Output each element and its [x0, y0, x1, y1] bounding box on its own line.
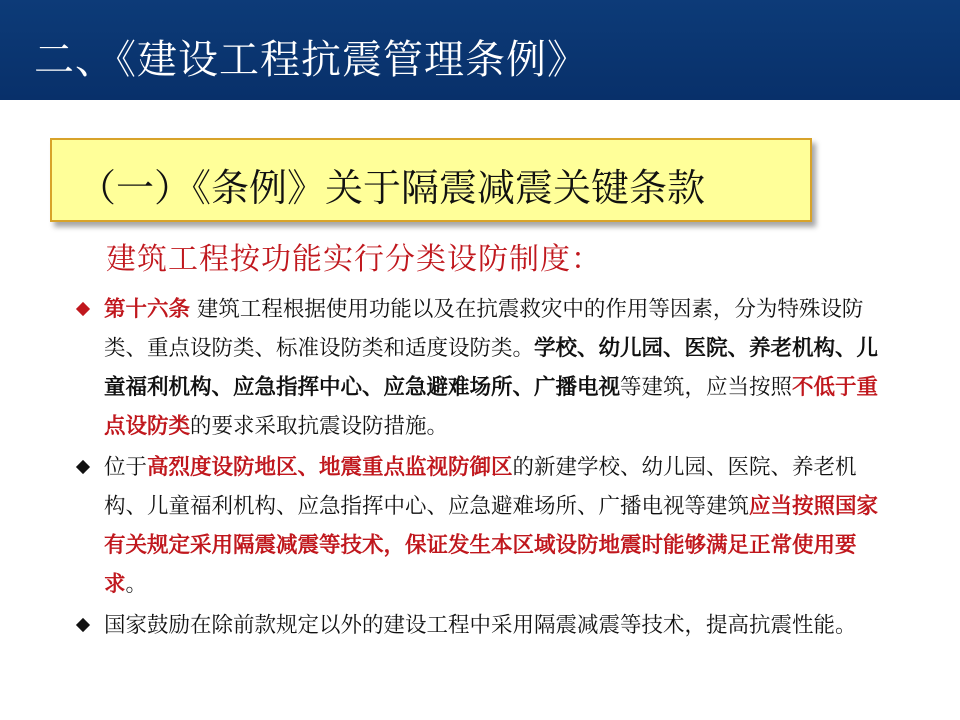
- bullet-text-segment: 国家鼓励在除前款规定以外的建设工程中采用隔震减震等技术，提高抗震性能。: [104, 613, 857, 638]
- subtitle-box: [50, 138, 812, 222]
- bullet-text-segment: 应当按照国家有关规定采用隔震减震等技术，保证发生本区域设防地震时能够满足正常使用要求: [104, 494, 879, 597]
- page-title: 二、《建设工程抗震管理条例》: [34, 37, 588, 83]
- bullet-text-segment: 不低于重点设防类: [104, 375, 879, 439]
- diamond-bullet-icon: [76, 460, 90, 474]
- bullet-item: [74, 290, 886, 446]
- section-heading: 建筑工程按功能实行分类设防制度：: [106, 242, 602, 277]
- bullet-text-segment: 高烈度设防地区、地震重点监视防御区: [147, 455, 513, 480]
- bullet-item: [74, 448, 886, 604]
- subtitle: （一）《条例》关于隔震减震关键条款: [78, 166, 706, 210]
- bullet-list: [74, 290, 886, 647]
- bullet-text-segment: 位于: [104, 455, 148, 480]
- bullet-text-segment: 的新建学校、幼儿园、医院、养老机构、儿童福利机构、应急指挥中心、应急避难场所、广播电视等建筑: [104, 455, 857, 519]
- bullet-text-segment: 等建筑，应当按照: [620, 375, 793, 400]
- bullet-item: [74, 606, 886, 645]
- title-bar: [0, 0, 960, 100]
- diamond-bullet-icon: [76, 618, 90, 632]
- bullet-text-segment: 学校、幼儿园、医院、养老机构、儿童福利机构、应急指挥中心、应急避难场所、广播电视: [104, 336, 879, 400]
- bullet-text-segment: 第十六条: [104, 297, 191, 322]
- bullet-text-segment: 的要求采取抗震设防措施。: [190, 414, 449, 439]
- bullet-text-segment: 。: [125, 572, 148, 597]
- diamond-bullet-icon: [76, 302, 90, 316]
- bullet-text-segment: 建筑工程根据使用功能以及在抗震救灾中的作用等因素，分为特殊设防类、重点设防类、标准设防类和适度设防类。: [104, 297, 864, 361]
